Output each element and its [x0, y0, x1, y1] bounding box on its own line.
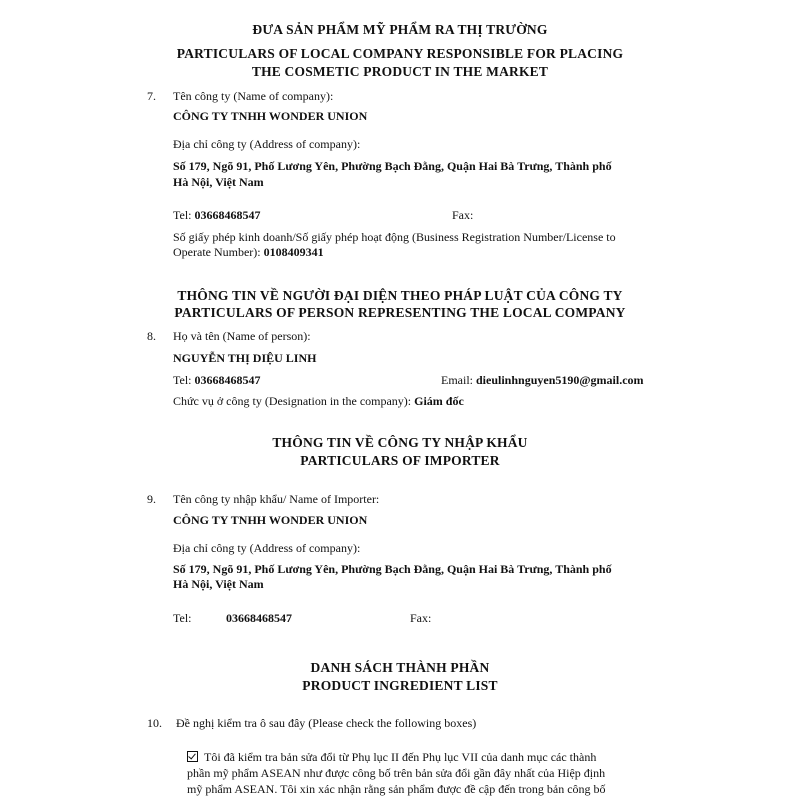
person-designation — [173, 393, 464, 409]
heading-ingredients-en: PRODUCT INGREDIENT LIST — [302, 678, 498, 693]
company-address-label: Địa chỉ công ty (Address of company): — [173, 137, 361, 151]
company-tel — [173, 207, 261, 223]
tel-value: 03668468547 — [194, 208, 261, 222]
person-tel-value: 03668468547 — [194, 373, 261, 387]
heading-importer-vi: THÔNG TIN VỀ CÔNG TY NHẬP KHẨU — [272, 435, 528, 450]
importer-address-label: Địa chỉ công ty (Address of company): — [173, 541, 361, 555]
importer-name-label: Tên công ty nhập khẩu/ Name of Importer: — [173, 492, 380, 506]
declaration-line-3: mỹ phẩm ASEAN. Tôi xin xác nhận rằng sản phẩm được đề cập đến trong bản công bố — [187, 782, 606, 796]
person-email-value: dieulinhnguyen5190@gmail.com — [476, 373, 644, 387]
importer-fax-label: Fax: — [410, 611, 432, 625]
company-name-value: CÔNG TY TNHH WONDER UNION — [173, 109, 368, 123]
heading-placing-en-1: PARTICULARS OF LOCAL COMPANY RESPONSIBLE FOR PLACING — [176, 46, 624, 61]
importer-name-value: CÔNG TY TNHH WONDER UNION — [173, 513, 368, 527]
declaration-checkbox[interactable] — [187, 751, 198, 762]
section-7-number: 7. — [147, 89, 156, 103]
heading-representative-en: PARTICULARS OF PERSON REPRESENTING THE LOCAL COMPANY — [174, 305, 626, 320]
heading-representative-vi: THÔNG TIN VỀ NGƯỜI ĐẠI DIỆN THEO PHÁP LUẬT CỦA CÔNG TY — [177, 288, 623, 303]
person-name-label: Họ và tên (Name of person): — [173, 329, 311, 343]
section-10-instruction: Đề nghị kiểm tra ô sau đây (Please check the following boxes) — [176, 716, 477, 730]
declaration-line-1-text: Tôi đã kiểm tra bản sửa đổi từ Phụ lục II đến Phụ lục VII của danh mục các thành — [204, 750, 597, 764]
heading-placing-en-2: THE COSMETIC PRODUCT IN THE MARKET — [251, 64, 549, 79]
tel-label: Tel: — [173, 208, 192, 222]
heading-importer-en: PARTICULARS OF IMPORTER — [300, 453, 500, 468]
designation-value: Giám đốc — [414, 394, 464, 408]
importer-tel-label: Tel: — [173, 611, 192, 625]
license-value: 0108409341 — [263, 245, 324, 259]
section-8-number: 8. — [147, 329, 156, 343]
importer-address-line-1: Số 179, Ngõ 91, Phố Lương Yên, Phường Bạch Đằng, Quận Hai Bà Trưng, Thành phố — [173, 562, 612, 576]
section-9-number: 9. — [147, 492, 156, 506]
company-fax-label: Fax: — [452, 208, 474, 222]
company-name-label: Tên công ty (Name of company): — [173, 89, 334, 103]
license-line-2 — [173, 244, 324, 260]
person-email — [441, 372, 644, 388]
company-address-line-2: Hà Nội, Việt Nam — [173, 175, 264, 189]
section-10-number: 10. — [147, 716, 162, 730]
person-email-label: Email: — [441, 373, 473, 387]
declaration-line-2: phần mỹ phẩm ASEAN như được công bố trên bản sửa đổi gần đây nhất của Hiệp định — [187, 766, 606, 780]
person-name-value: NGUYỄN THỊ DIỆU LINH — [173, 351, 317, 365]
person-tel — [173, 372, 261, 388]
importer-address-line-2: Hà Nội, Việt Nam — [173, 577, 264, 591]
person-tel-label: Tel: — [173, 373, 192, 387]
license-line-1: Số giấy phép kinh doanh/Số giấy phép hoạt động (Business Registration Number/License to — [173, 230, 616, 244]
license-label: Operate Number): — [173, 245, 261, 259]
company-address-line-1: Số 179, Ngõ 91, Phố Lương Yên, Phường Bạch Đằng, Quận Hai Bà Trưng, Thành phố — [173, 159, 612, 173]
heading-ingredients-vi: DANH SÁCH THÀNH PHẦN — [310, 660, 490, 675]
heading-placing-vi: ĐƯA SẢN PHẨM MỸ PHẨM RA THỊ TRƯỜNG — [252, 22, 548, 37]
declaration-line-1 — [187, 749, 596, 765]
designation-label: Chức vụ ở công ty (Designation in the company): — [173, 394, 412, 408]
importer-tel-value: 03668468547 — [226, 611, 292, 625]
